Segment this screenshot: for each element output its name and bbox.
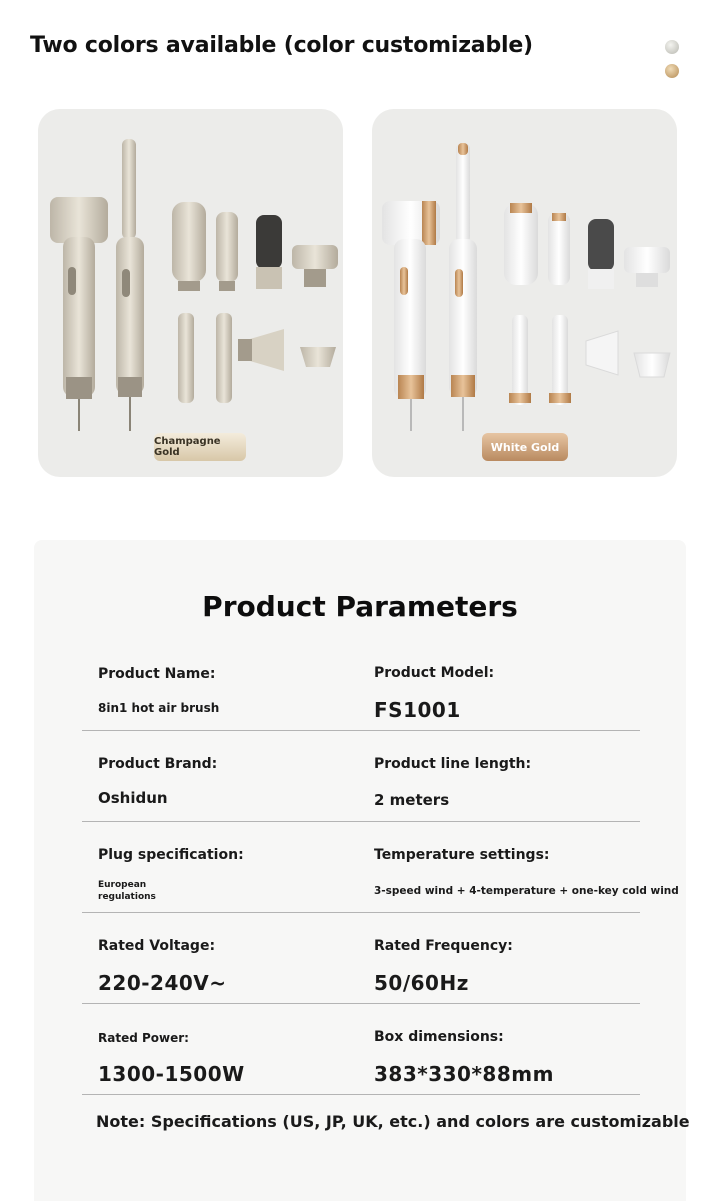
param-value: 50/60Hz bbox=[374, 971, 469, 995]
paddle-brush-attachment-icon bbox=[588, 219, 614, 289]
param-row bbox=[82, 640, 640, 731]
hot-air-brush-icon bbox=[449, 143, 477, 431]
white-gold-product-card[interactable] bbox=[372, 109, 677, 477]
champagne-gold-product-card[interactable] bbox=[38, 109, 343, 477]
param-value: Oshidun bbox=[98, 789, 168, 807]
param-label: Rated Frequency: bbox=[374, 938, 513, 954]
param-row bbox=[82, 731, 640, 822]
param-label: Product Name: bbox=[98, 666, 216, 682]
param-label: Product Model: bbox=[374, 665, 495, 681]
hot-air-brush-icon bbox=[116, 139, 144, 431]
hair-dryer-icon bbox=[50, 197, 108, 431]
customization-note: Note: Specifications (US, JP, UK, etc.) and colors are customizable bbox=[96, 1112, 690, 1131]
swatch-gold[interactable] bbox=[665, 64, 679, 78]
hair-dryer-icon bbox=[382, 201, 440, 431]
product-parameters-panel bbox=[34, 540, 690, 1201]
thin-brush-attachment-icon bbox=[548, 213, 570, 285]
color-headline: Two colors available (color customizable) bbox=[30, 33, 533, 58]
color-label-white-gold: White Gold bbox=[482, 433, 568, 461]
param-value: 3-speed wind + 4-temperature + one-key cold wind bbox=[374, 885, 679, 897]
param-label: Box dimensions: bbox=[374, 1029, 504, 1045]
param-label: Product Brand: bbox=[98, 756, 218, 772]
concentrator-nozzle-icon bbox=[624, 247, 670, 287]
param-label: Rated Power: bbox=[98, 1031, 189, 1045]
curling-barrel-2-icon bbox=[549, 315, 571, 405]
diffuser-attachment-icon bbox=[586, 331, 618, 375]
diffuser-attachment-icon bbox=[238, 329, 284, 371]
curling-barrel-2-icon bbox=[216, 313, 232, 403]
param-row bbox=[82, 822, 679, 913]
thin-brush-attachment-icon bbox=[216, 212, 238, 291]
param-value: European regulations bbox=[98, 880, 156, 902]
param-label: Product line length: bbox=[374, 756, 532, 772]
param-label: Rated Voltage: bbox=[98, 938, 216, 954]
param-label: Temperature settings: bbox=[374, 847, 550, 863]
param-value: 383*330*88mm bbox=[374, 1062, 554, 1086]
param-value: 1300-1500W bbox=[98, 1062, 245, 1086]
param-value: FS1001 bbox=[374, 698, 461, 722]
paddle-brush-attachment-icon bbox=[256, 215, 282, 289]
round-brush-attachment-icon bbox=[172, 202, 206, 291]
champagne-gold-product-illustration bbox=[38, 109, 343, 477]
round-brush-attachment-icon bbox=[504, 203, 538, 285]
white-gold-product-illustration bbox=[372, 109, 677, 477]
wide-nozzle-icon bbox=[634, 353, 670, 377]
concentrator-nozzle-icon bbox=[292, 245, 338, 287]
param-value: 8in1 hot air brush bbox=[98, 701, 220, 715]
swatch-silver[interactable] bbox=[665, 40, 679, 54]
param-value: 220-240V~ bbox=[98, 971, 227, 995]
param-row bbox=[82, 1004, 640, 1095]
color-label-champagne-gold: Champagne Gold bbox=[154, 433, 246, 461]
param-value: 2 meters bbox=[374, 791, 450, 809]
curling-barrel-icon bbox=[509, 315, 531, 405]
wide-nozzle-icon bbox=[300, 347, 336, 367]
param-row bbox=[82, 913, 640, 1004]
param-label: Plug specification: bbox=[98, 847, 244, 863]
curling-barrel-icon bbox=[178, 313, 194, 403]
params-title: Product Parameters bbox=[202, 590, 518, 623]
